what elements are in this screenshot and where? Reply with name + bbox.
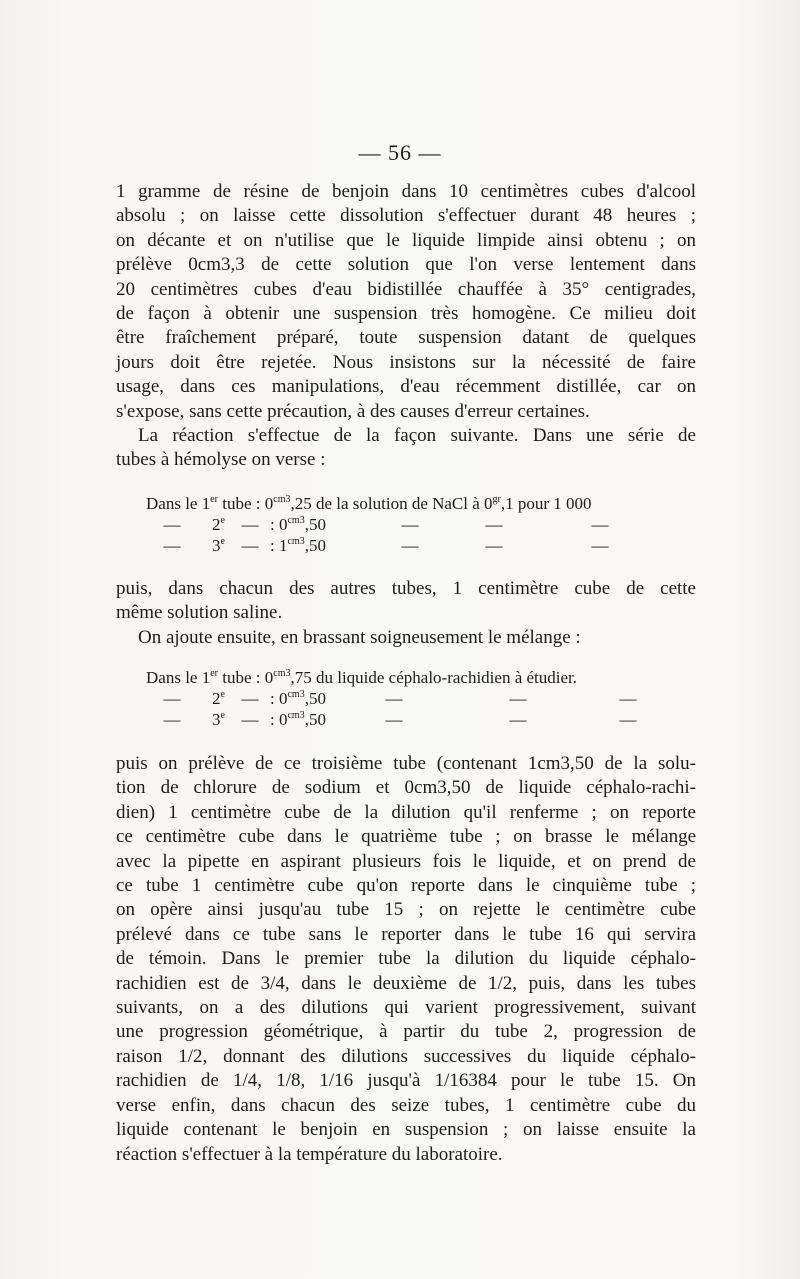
- text-line: on opère ainsi jusqu'au tube 15 ; on rejette le centimètre cube: [116, 899, 696, 921]
- text-line: une progression géométrique, à partir du tube 2, progression de: [116, 1021, 696, 1043]
- paragraph-1: [116, 180, 696, 424]
- text-line: puis on prélève de ce troisième tube (contenant 1cm3,50 de la solu-: [116, 753, 696, 774]
- text-line: avec la pipette en aspirant plusieurs fois le liquide, et on prend de: [116, 850, 696, 872]
- text-line: usage, dans ces manipulations, d'eau récemment distillée, car on: [116, 376, 696, 398]
- page-number: — 56 —: [358, 140, 442, 165]
- table-row: Dans le 1er tube : $0^{cm3},25$ de la solution de NaCl à $0^{gr},1$ pour 1 000: [146, 494, 592, 513]
- text-line: tion de chlorure de sodium et 0cm3,50 de liquide céphalo-rachi-: [116, 777, 696, 799]
- text-line: de façon à obtenir une suspension très homogène. Ce milieu doit: [116, 303, 696, 325]
- dilution-table-2: Dans le 1er tube : $0^{cm3},75$ du liquide céphalo-rachidien à étudier. — 2e — : $0^{cm3},50$ — — — — 3e — : $0^{cm3},50$ — — —: [146, 668, 637, 729]
- text-line: s'expose, sans cette précaution, à des causes d'erreur certaines.: [116, 400, 590, 422]
- text-line: 1 gramme de résine de benjoin dans 10 centimètres cubes d'alcool: [116, 181, 696, 202]
- text-line: rachidien est de 3/4, dans le deuxième de 1/2, puis, dans les tubes: [116, 972, 696, 994]
- text-line: dien) 1 centimètre cube de la dilution qu'il renferme ; on reporte: [116, 801, 696, 823]
- dilution-table-1: Dans le 1er tube : $0^{cm3},25$ de la solution de NaCl à $0^{gr},1$ pour 1 000 — 2e — : $0^{cm3},50$ — — — — 3e — : $1^{cm3},50$ — — —: [146, 494, 609, 555]
- text-line: même solution saline.: [116, 602, 283, 624]
- paragraph-3: [116, 577, 696, 626]
- paragraph-4: [116, 626, 696, 650]
- text-line: être fraîchement préparé, toute suspension datant de quelques: [116, 327, 696, 349]
- text-line: tubes à hémolyse on verse :: [116, 449, 326, 471]
- text-line: liquide contenant le benjoin en suspension ; on laisse ensuite la: [116, 1119, 696, 1141]
- paragraph-5: [116, 752, 696, 1167]
- text-line: on décante et on n'utilise que le liquide limpide ainsi obtenu ; on: [116, 229, 696, 251]
- text-line: jours doit être rejetée. Nous insistons sur la nécessité de faire: [116, 351, 696, 373]
- text-line: rachidien de 1/4, 1/8, 1/16 jusqu'à 1/16384 pour le tube 15. On: [116, 1070, 696, 1092]
- text-line: prélève 0cm3,3 de cette solution que l'on verse lentement dans: [116, 254, 696, 276]
- paragraph-2: [116, 424, 696, 473]
- text-line: raison 1/2, donnant des dilutions successives du liquide céphalo-: [116, 1045, 696, 1067]
- text-line: prélevé dans ce tube sans le reporter dans le tube 16 qui servira: [116, 923, 696, 945]
- text-line: La réaction s'effectue de la façon suivante. Dans une série de: [138, 425, 696, 446]
- text-line: de témoin. Dans le premier tube la dilution du liquide céphalo-: [116, 948, 696, 970]
- text-line: On ajoute ensuite, en brassant soigneusement le mélange :: [138, 627, 581, 648]
- text-line: ce centimètre cube dans le quatrième tube ; on brasse le mélange: [116, 826, 696, 848]
- text-line: absolu ; on laisse cette dissolution s'effectuer durant 48 heures ;: [116, 205, 696, 227]
- text-line: suivants, on a des dilutions qui varient progressivement, suivant: [116, 997, 696, 1019]
- text-line: ce tube 1 centimètre cube qu'on reporte dans le cinquième tube ;: [116, 875, 696, 897]
- text-line: 20 centimètres cubes d'eau bidistillée chauffée à 35° centigrades,: [116, 278, 696, 300]
- table-row: Dans le 1er tube : $0^{cm3},75$ du liquide céphalo-rachidien à étudier.: [146, 668, 578, 687]
- text-line: puis, dans chacun des autres tubes, 1 centimètre cube de cette: [116, 578, 696, 599]
- text-line: verse enfin, dans chacun des seize tubes, 1 centimètre cube du: [116, 1094, 696, 1116]
- text-line: réaction s'effectuer à la température du laboratoire.: [116, 1143, 503, 1165]
